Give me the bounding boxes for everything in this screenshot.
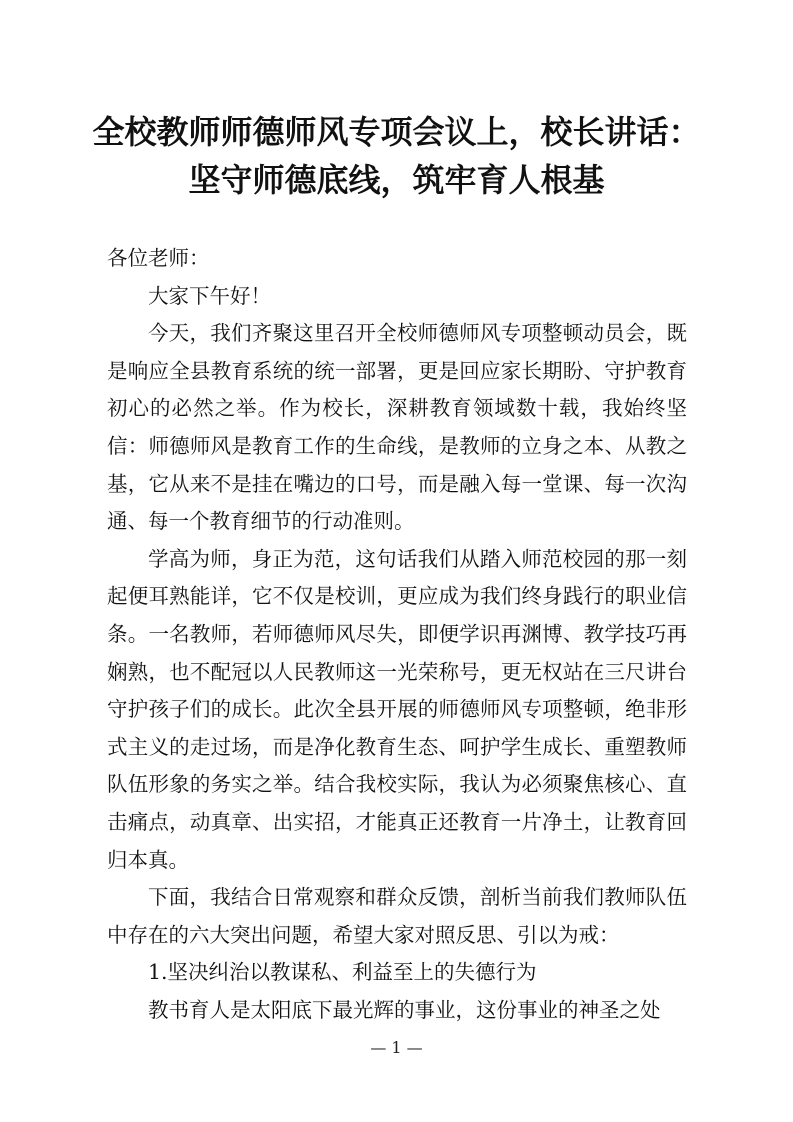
body-paragraph: 教书育人是太阳底下最光辉的事业，这份事业的神圣之处 xyxy=(148,997,661,1022)
body-paragraph: 学高为师，身正为范，这句话我们从踏入师范校园的那一刻起便耳熟能详，它不仅是校训，更应成为我们终身践行的职业信条。一名教师，若师德师风尽失，即便学识再渊博、教学技巧再娴熟，也不配冠以人民教师这一光荣称号，更无权站在三尺讲台守护孩子们的成长。此次全县开展的师德师风专项整顿，绝非形式主义的走过场，而是净化教育生态、呵护学生成长、重塑教师队伍形象的务实之举。结合我校实际，我认为必须聚焦核心、直击痛点，动真章、出实招，才能真正还教育一片净土，让教育回归本真。 xyxy=(107,546,687,872)
section-heading: 1.坚决纠治以教谋私、利益至上的失德行为 xyxy=(148,960,537,985)
document-title-line-2: 坚守师德底线，筑牢育人根基 xyxy=(188,161,605,199)
page-number: — 1 — xyxy=(370,1038,423,1057)
document-body xyxy=(107,240,687,1029)
body-paragraph: 下面，我结合日常观察和群众反馈，剖析当前我们教师队伍中存在的六大突出问题，希望大家对照反思、引以为戒： xyxy=(107,885,687,947)
document-title-line-1: 全校教师师德师风专项会议上，校长讲话： xyxy=(92,113,701,151)
salutation: 各位老师： xyxy=(107,246,210,270)
body-paragraph: 今天，我们齐聚这里召开全校师德师风专项整顿动员会，既是响应全县教育系统的统一部署，更是回应家长期盼、守护教育初心的必然之举。作为校长，深耕教育领域数十载，我始终坚信：师德师风是教育工作的生命线，是教师的立身之本、从教之基，它从来不是挂在嘴边的口号，而是融入每一堂课、每一次沟通、每一个教育细节的行动准则。 xyxy=(107,321,687,534)
greeting: 大家下午好！ xyxy=(148,283,271,308)
